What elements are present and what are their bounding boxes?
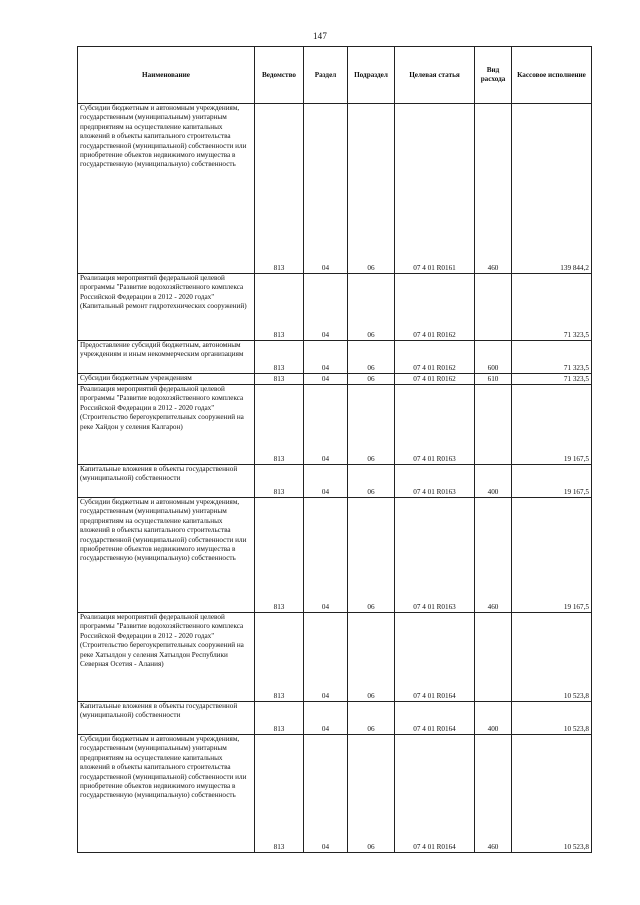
table-row [78,613,592,702]
row-subsection: 06 [348,274,395,341]
row-department: 813 [255,374,304,385]
row-name: Субсидии бюджетным и автономным учреждениям, государственным (муниципальным) унитарным предприятиям на осуществление капитальных вложений в объекты капитального строительства государственной (муниципальной) собственности или приобретение объектов недвижимого имущества в государственную (муниципальную) собственность [78,735,255,853]
row-subsection: 06 [348,104,395,274]
row-department: 813 [255,702,304,735]
header-cash-execution: Кассовое исполнение [512,47,592,104]
row-department: 813 [255,104,304,274]
row-amount: 10 523,8 [512,702,592,735]
row-subsection: 06 [348,465,395,498]
table-body [78,104,592,853]
row-amount: 71 323,5 [512,341,592,374]
row-section: 04 [304,374,348,385]
row-subsection: 06 [348,498,395,613]
row-subsection: 06 [348,374,395,385]
row-section: 04 [304,465,348,498]
row-amount: 19 167,5 [512,385,592,465]
page-number: 147 [312,31,328,41]
row-section: 04 [304,274,348,341]
table-row [78,374,592,385]
header-expense-type: Вид расхода [475,47,512,104]
row-amount: 19 167,5 [512,465,592,498]
row-name: Капитальные вложения в объекты государственной (муниципальной) собственности [78,465,255,498]
row-subsection: 06 [348,341,395,374]
row-target-item: 07 4 01 R0162 [395,274,475,341]
row-target-item: 07 4 01 R0163 [395,385,475,465]
row-target-item: 07 4 01 R0164 [395,613,475,702]
row-expense-type [475,274,512,341]
row-amount: 139 844,2 [512,104,592,274]
header-target-item: Целевая статья [395,47,475,104]
row-expense-type: 460 [475,735,512,853]
row-subsection: 06 [348,613,395,702]
row-department: 813 [255,341,304,374]
row-target-item: 07 4 01 R0164 [395,702,475,735]
row-name: Субсидии бюджетным учреждениям [78,374,255,385]
row-department: 813 [255,613,304,702]
table-row [78,341,592,374]
row-expense-type: 610 [475,374,512,385]
row-amount: 71 323,5 [512,274,592,341]
table-row [78,465,592,498]
table-row [78,274,592,341]
row-amount: 19 167,5 [512,498,592,613]
row-department: 813 [255,498,304,613]
row-name: Субсидии бюджетным и автономным учреждениям, государственным (муниципальным) унитарным предприятиям на осуществление капитальных вложений в объекты капитального строительства государственной (муниципальной) собственности или приобретение объектов недвижимого имущества в государственную (муниципальную) собственность [78,498,255,613]
row-section: 04 [304,613,348,702]
table-row [78,735,592,853]
header-subsection: Подраздел [348,47,395,104]
header-section: Раздел [304,47,348,104]
row-section: 04 [304,735,348,853]
row-target-item: 07 4 01 R0162 [395,341,475,374]
table-row [78,702,592,735]
budget-table [77,46,592,853]
row-amount: 71 323,5 [512,374,592,385]
row-name: Капитальные вложения в объекты государственной (муниципальной) собственности [78,702,255,735]
row-department: 813 [255,274,304,341]
row-expense-type: 600 [475,341,512,374]
row-section: 04 [304,341,348,374]
table-row [78,498,592,613]
row-subsection: 06 [348,735,395,853]
row-name: Реализация мероприятий федеральной целевой программы "Развитие водохозяйственного комплекса Российской Федерации в 2012 - 2020 годах" (Строительство берегоукрепительных сооружений на реке Хатылдон у селения Хатылдон Республики Северная Осетия - Алания) [78,613,255,702]
row-expense-type [475,385,512,465]
row-department: 813 [255,385,304,465]
row-section: 04 [304,498,348,613]
table-header [78,47,592,104]
row-subsection: 06 [348,702,395,735]
row-target-item: 07 4 01 R0162 [395,374,475,385]
row-name: Предоставление субсидий бюджетным, автономным учреждениям и иным некоммерческим организациям [78,341,255,374]
row-section: 04 [304,385,348,465]
row-target-item: 07 4 01 R0161 [395,104,475,274]
row-section: 04 [304,104,348,274]
row-expense-type: 400 [475,702,512,735]
row-expense-type [475,613,512,702]
row-amount: 10 523,8 [512,613,592,702]
table-row [78,385,592,465]
row-target-item: 07 4 01 R0164 [395,735,475,853]
row-expense-type: 460 [475,498,512,613]
row-section: 04 [304,702,348,735]
row-amount: 10 523,8 [512,735,592,853]
row-department: 813 [255,465,304,498]
row-name: Реализация мероприятий федеральной целевой программы "Развитие водохозяйственного комплекса Российской Федерации в 2012 - 2020 годах" (Капитальный ремонт гидротехнических сооружений) [78,274,255,341]
row-expense-type: 460 [475,104,512,274]
row-target-item: 07 4 01 R0163 [395,465,475,498]
table-row [78,104,592,274]
row-expense-type: 400 [475,465,512,498]
row-name: Субсидии бюджетным и автономным учреждениям, государственным (муниципальным) унитарным предприятиям на осуществление капитальных вложений в объекты капитального строительства государственной (муниципальной) собственности или приобретение объектов недвижимого имущества в государственную (муниципальную) собственность [78,104,255,274]
row-department: 813 [255,735,304,853]
row-subsection: 06 [348,385,395,465]
row-target-item: 07 4 01 R0163 [395,498,475,613]
header-department: Ведомство [255,47,304,104]
header-name: Наименование [78,47,255,104]
row-name: Реализация мероприятий федеральной целевой программы "Развитие водохозяйственного комплекса Российской Федерации в 2012 - 2020 годах" (Строительство берегоукрепительных сооружений на реке Хайдон у селения Калгарон) [78,385,255,465]
